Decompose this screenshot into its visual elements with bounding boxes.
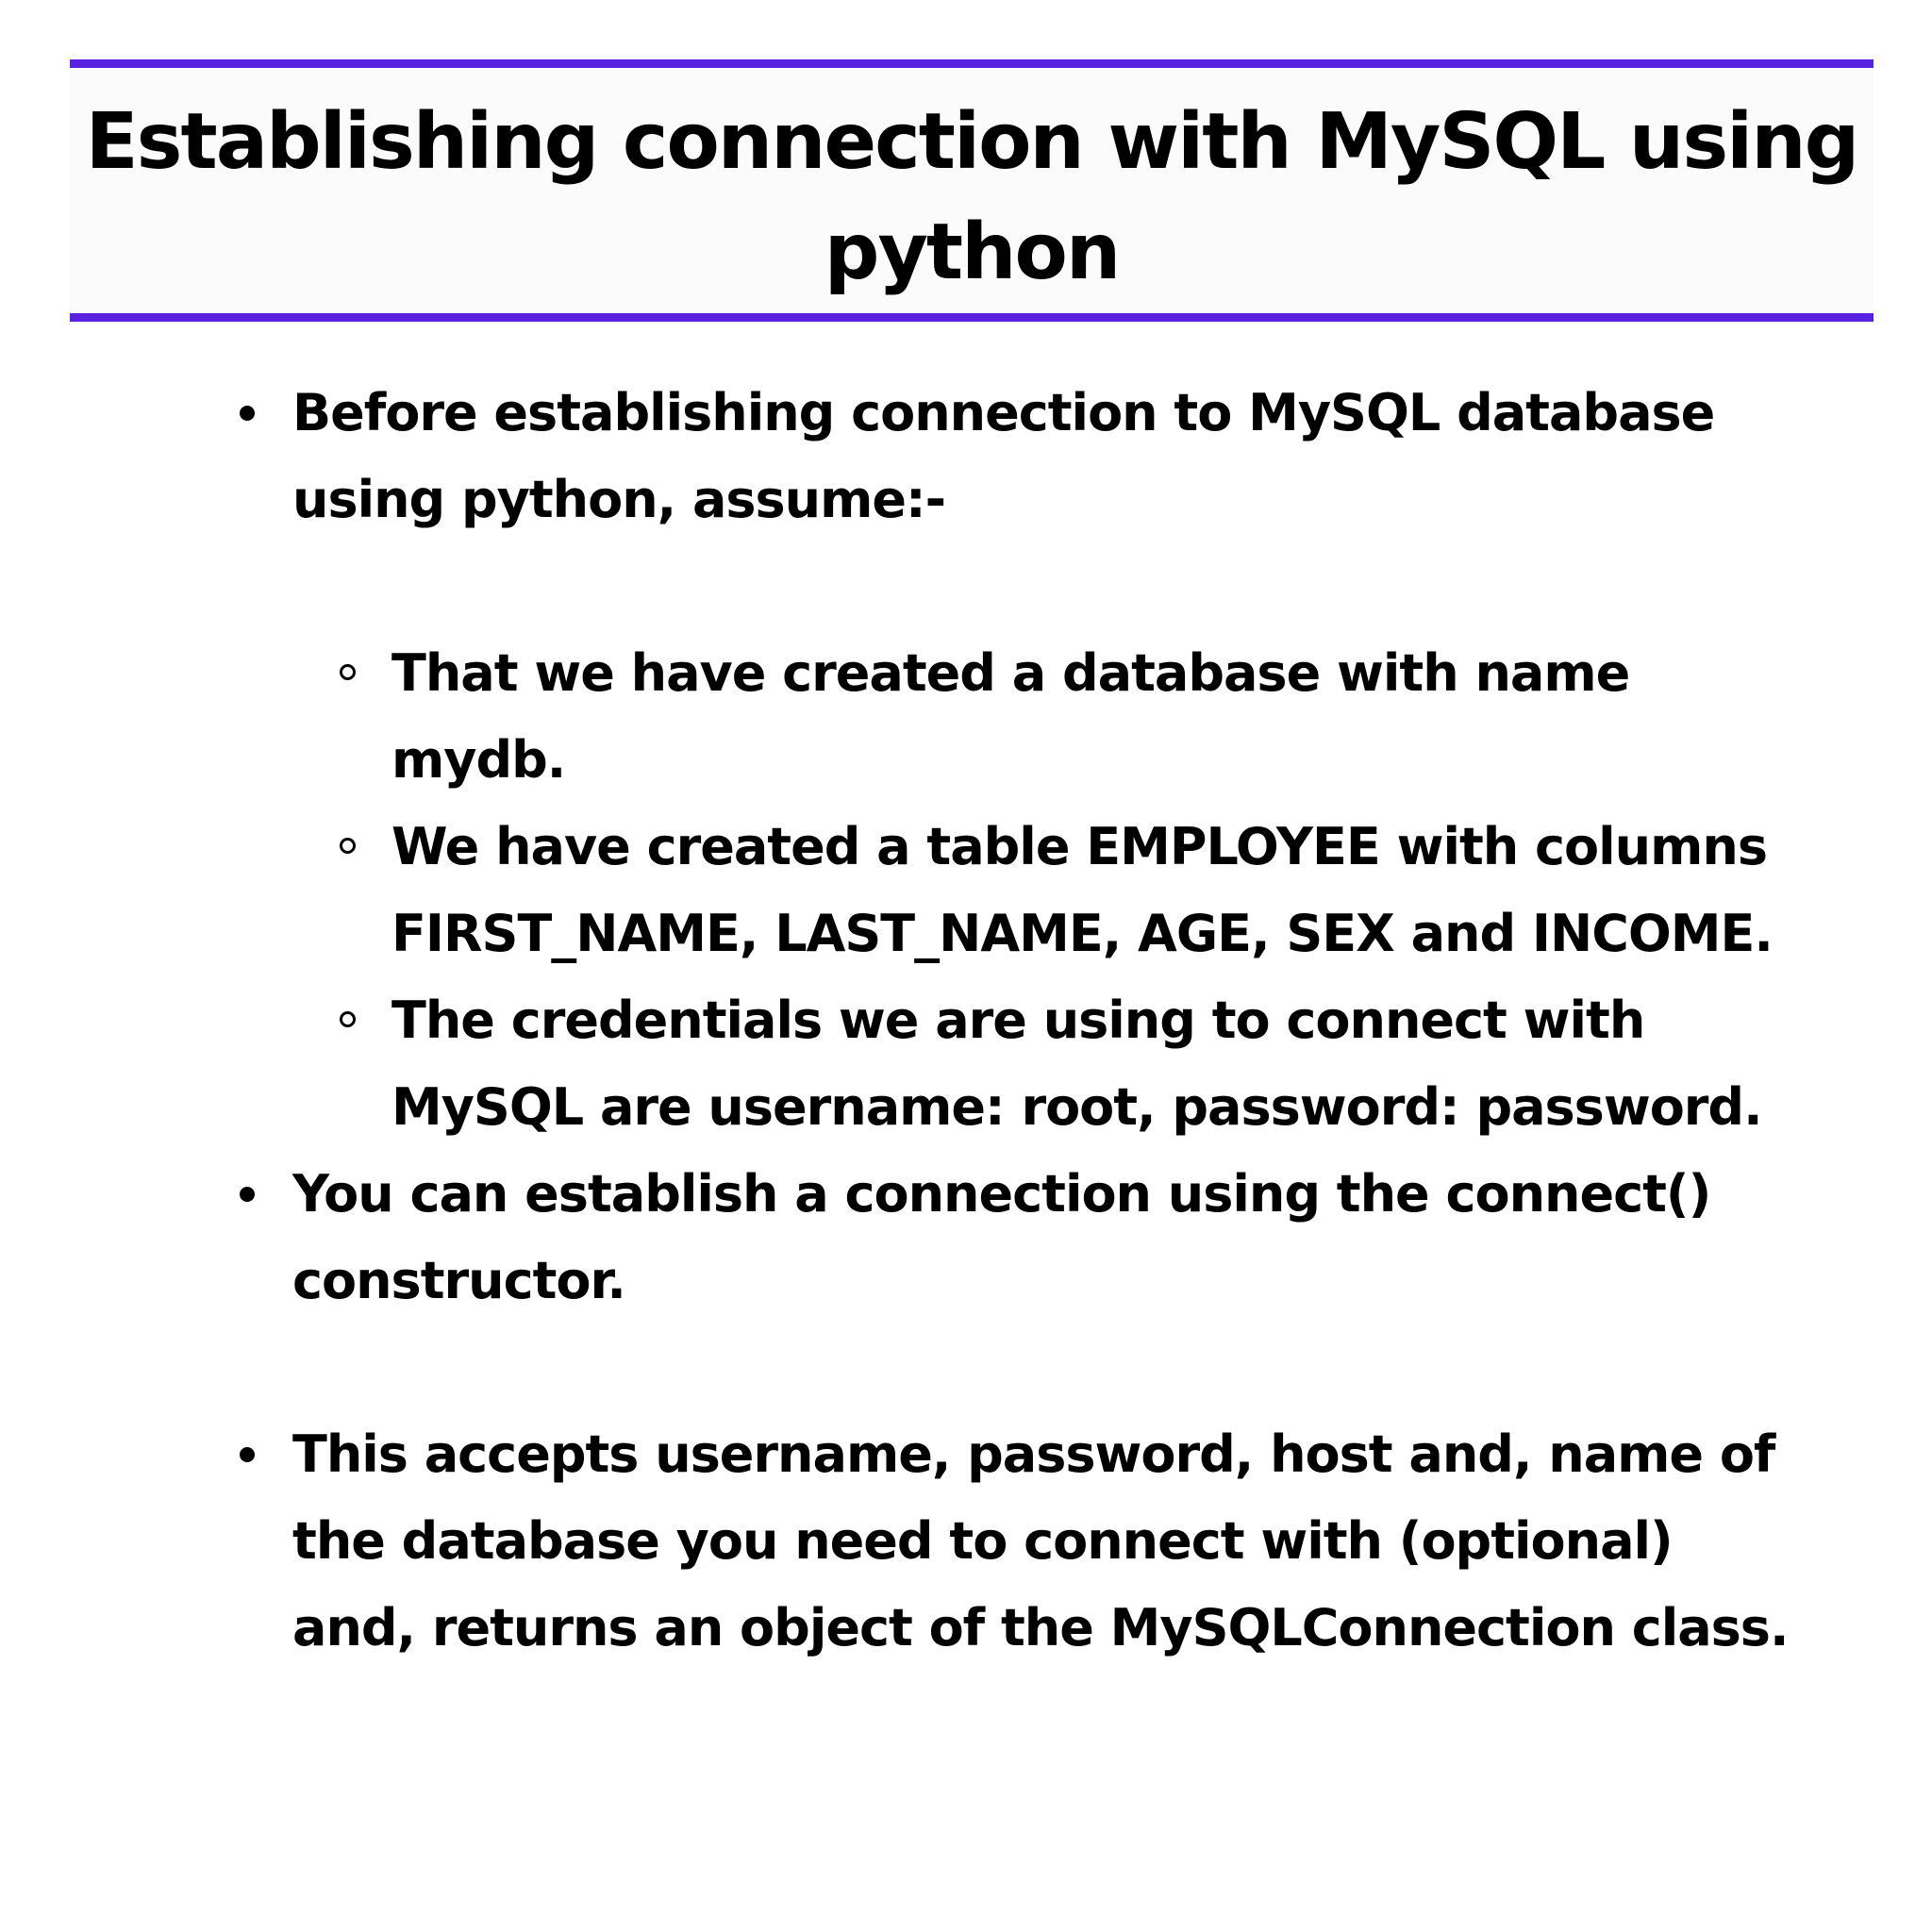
sub-list-item (223, 977, 1789, 1151)
list-item-text: This accepts username, password, host and, name of the database you need to connect with (optional) and, returns an object of the MySQLConnection class. (292, 1424, 1789, 1657)
sub-list-item-text: We have created a table EMPLOYEE with columns FIRST_NAME, LAST_NAME, AGE, SEX and INCOME. (391, 817, 1773, 963)
spacer (223, 1324, 1789, 1411)
page-title: Establishing connection with MySQL using python (85, 97, 1858, 297)
list-item (223, 1411, 1789, 1672)
bullet-circle-icon (340, 1011, 356, 1027)
title-rule-top (70, 59, 1874, 68)
bullet-dot-icon (240, 1447, 255, 1462)
sub-list-item-text: That we have created a database with name mydb. (391, 643, 1630, 790)
bullet-circle-icon (340, 838, 356, 854)
bullet-list (223, 370, 1789, 1672)
list-item-text: Before establishing connection to MySQL database using python, assume:- (292, 383, 1715, 529)
list-item-text: You can establish a connection using the connect() constructor. (292, 1164, 1711, 1310)
bullet-dot-icon (240, 406, 255, 421)
spacer (223, 543, 1789, 630)
sub-list-item (223, 804, 1789, 977)
list-item (223, 370, 1789, 543)
sub-list-item-text: The credentials we are using to connect with MySQL are username: root, password: password. (391, 991, 1762, 1137)
bullet-dot-icon (240, 1187, 255, 1202)
list-item (223, 1151, 1789, 1324)
bullet-circle-icon (340, 664, 356, 680)
sub-list-item (223, 630, 1789, 804)
title-rule-bottom (70, 313, 1874, 322)
